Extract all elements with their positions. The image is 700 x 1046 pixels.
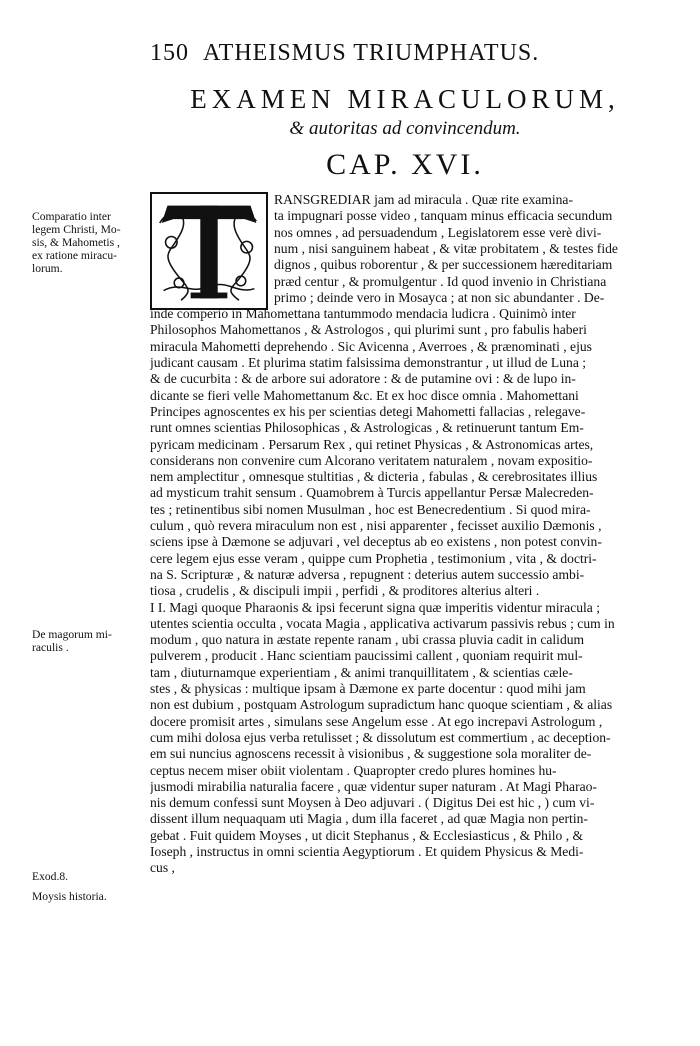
page-number: 150 [150, 40, 189, 66]
text-line: na S. Scripturæ , & naturæ adversa , repugnent : deterius autem successio ambi- [150, 566, 585, 582]
text-line: sciens ipse à Dæmone se adjuvari , vel deceptus ab eo existens , non potest convin- [150, 534, 602, 550]
text-line: culum , quò revera miraculum non est , nisi apparenter , fecisset auxilio Dæmonis , [150, 518, 602, 533]
text-line: tiosa , crudelis , & discipuli impii , perfidi , & proditores alterius alteri . [150, 583, 540, 599]
section-title: EXAMEN MIRACULORUM, [190, 84, 620, 114]
text-line: primo ; deinde vero in Mosayca ; at non sic abundanter . De- [274, 289, 605, 305]
text-line: ta impugnari posse video , tanquam minus efficacia secundum [274, 208, 613, 224]
text-line: tes ; retinentibus sibi nomen Musulman , hoc est Benecredentium . Si quod mira- [150, 501, 591, 517]
text-line: nem amplectitur , omnesque stultitias , & dicteria , fabulas , & cerebrositates illius [150, 469, 598, 485]
margin-note-line: legem Christi, Mo- [32, 223, 121, 236]
text-line: num , nisi sanguinem habeat , & vitæ probitatem , & testes fide [274, 240, 618, 256]
chapter-heading: CAP. XVI. [326, 148, 484, 181]
text-line: docere promisit artes , simulans sese Angelum esse . At ego increpavi Astrologum , [150, 713, 603, 729]
text-line: cum mihi dolosa ejus verba retulisset ; & dissolutum est commertium , ac deception- [150, 729, 611, 745]
text-line: gebat . Fuit quidem Moyses , ut dicit Stephanus , & Ecclesiasticus , & Philo , & [150, 827, 584, 843]
margin-note-line: ex ratione miracu- [32, 249, 117, 262]
text-line: pulverem , producit . Hanc scientiam paucissimi callent , quoniam requirit mul- [150, 648, 583, 664]
text-line: judicant causam . Et plurima statim falsissima demonstrantur , ut illud de Luna ; [150, 355, 587, 370]
text-line: RANSGREDIAR jam ad miracula . Quæ rite examina- [274, 192, 573, 207]
margin-note-line: sis, & Mahometis , [32, 236, 120, 249]
text-line: & de cucurbita : & de arbore sui adoratore : & de putamine ovi : & de lupo in- [150, 371, 576, 387]
text-line: ad mysticum trahit sensum . Quamobrem à Turcis appellantur Persæ Malecreden- [150, 485, 594, 501]
running-header [150, 40, 690, 67]
text-line: dicante se fieri velle Mahomettanum &c. Et ex hoc disce omnia . Mahomettani [150, 387, 579, 403]
text-line: considerans non convenire cum Alcorano veritatem naturalem , novam expositio- [150, 452, 593, 468]
text-line: dignos , quibus roborentur , & per successionem hæreditariam [274, 257, 613, 273]
text-line: modum , quo natura in æstate repente ranam , ubi crassa pluvia cadit in calidum [150, 632, 585, 648]
text-line: runt omnes scientias Philosophicas , & Astrologicas , & retinuerunt tantum Em- [150, 420, 584, 436]
text-line: jusmodi mirabilia naturalia facere , quæ videntur super naturam . At Magi Pharao- [150, 778, 597, 794]
margin-note-line: Comparatio inter [32, 210, 111, 223]
running-title: ATHEISMUS TRIUMPHATUS. [203, 40, 540, 66]
text-line: præd centur , & promulgentur . Id quod invenio in Christiana [274, 273, 607, 289]
text-line: non est dubium , postquam Astrologum supradictum hanc quoque scientiam , & alias [150, 697, 613, 713]
text-line: miracula Mahometti deprehendo . Sic Avicenna , Averroes , & prænominati , ejus [150, 338, 592, 354]
margin-note-line: Moysis historia. [32, 890, 107, 903]
text-line: nis demum confessi sunt Moysen à Deo adjuvari . ( Digitus Dei est hic , ) cum vi- [150, 795, 595, 811]
text-line: ceptus necem miser obiit violentam . Quapropter credo plures homines hu- [150, 762, 557, 778]
text-line: stes , & physicas : multique ipsam à Dæmone ex parte docentur : quod mihi jam [150, 681, 586, 696]
text-line: Principes agnoscentes ex his per scientias detegi Mahometti fallacias , relegave- [150, 403, 586, 419]
margin-note-line: Exod.8. [32, 870, 69, 883]
text-line: Ioseph , instructus in omni scientia Aegyptiorum . Et quidem Physicus & Medi- [150, 844, 584, 859]
text-line: nos omnes , ad persuadendum , Legislatorem esse verè divi- [274, 224, 602, 240]
text-line: cus , [150, 860, 175, 876]
section-subtitle: & autoritas ad convincendum. [289, 118, 521, 139]
decorated-initial-t-ornament [150, 192, 268, 310]
text-line: tam , diuturnamque experientiam , & animi tranquillitatem , & scientias cæle- [150, 664, 573, 680]
text-line: I I. Magi quoque Pharaonis & ipsi fecerunt signa quæ imperitis videntur miracula ; [150, 599, 601, 615]
margin-note-line: raculis . [32, 641, 69, 654]
text-line: em sui nuncius agnoscens recessit à visionibus , & suggestione sola moraliter de- [150, 746, 592, 762]
text-line: pyricam medicinam . Persarum Rex , qui retinet Physicas , & Astronomicas artes, [150, 436, 594, 452]
text-line: dissent illum nequaquam uti Magia , dum illa faceret , ad quæ Magia non pertin- [150, 811, 588, 827]
margin-note-line: De magorum mi- [32, 628, 112, 641]
margin-note-line: lorum. [32, 262, 63, 275]
text-line: inde comperio in Mahomettana tantummodo mendacia ludicra . Quinimò inter [150, 306, 576, 322]
text-line: Philosophos Mahomettanos , & Astrologos , qui plurimi sunt , pro fabulis haberi [150, 322, 587, 338]
text-line: cere legem ejus esse veram , quippe cum Prophetia , testimonium , vita , & doctri- [150, 550, 597, 566]
text-line: utentes scientia occulta , vocata Magia , applicativa activarum passivis rebus ; cum in [150, 615, 615, 631]
